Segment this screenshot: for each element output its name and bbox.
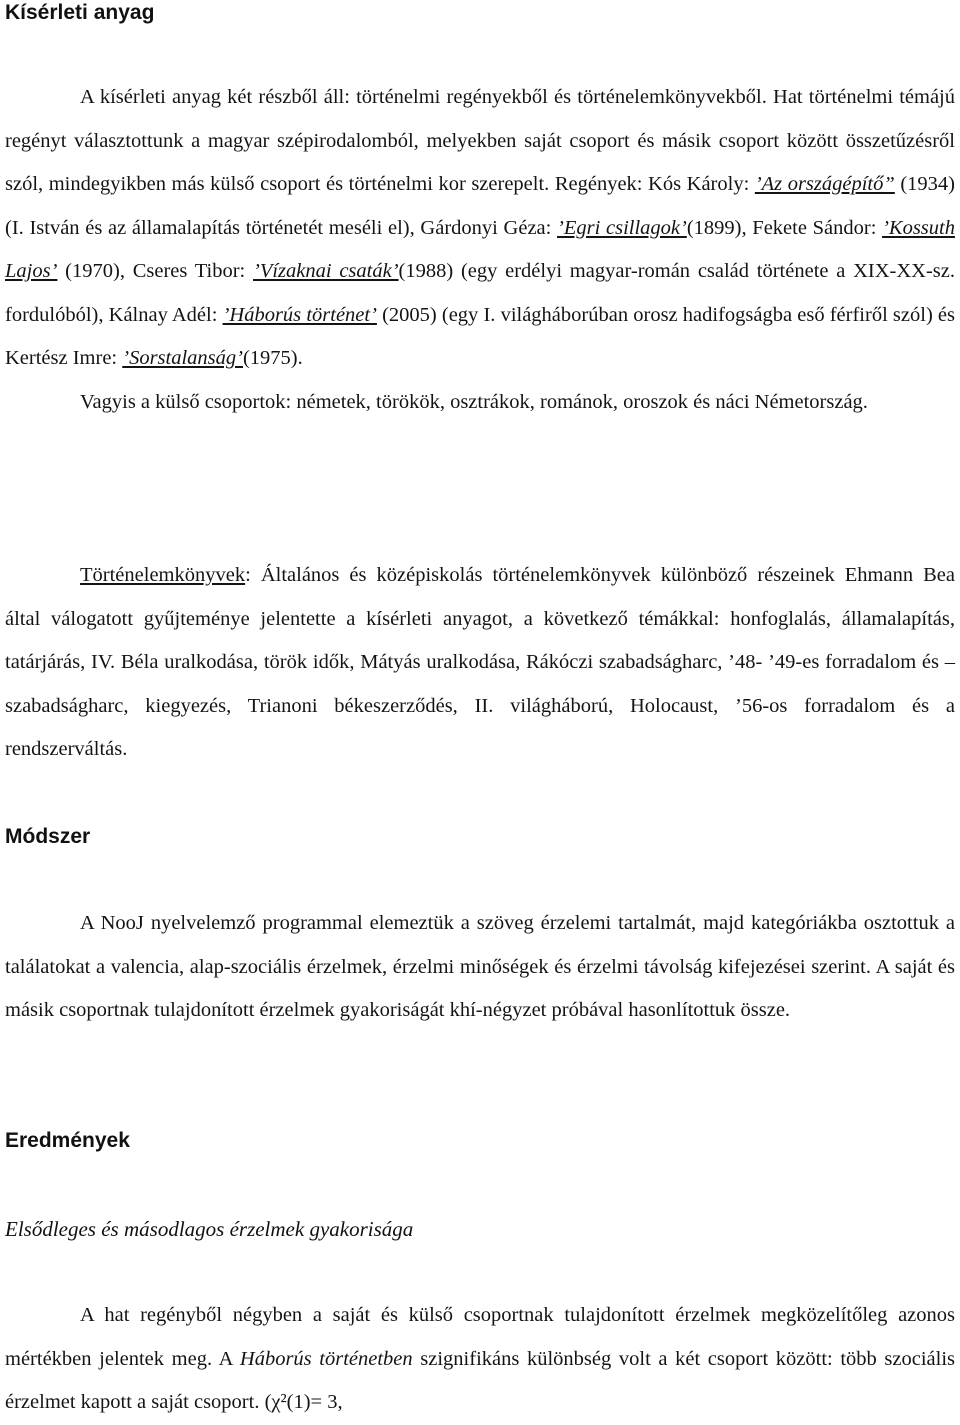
text-run: (1970), Cseres Tibor: — [57, 260, 254, 282]
paragraph-tortenelemkonyvek — [5, 554, 955, 772]
paragraph-text: A NooJ nyelvelemző programmal elemeztük a szöveg érzelemi tartalmát, majd kategóriákba osztottuk a találatokat a valencia, alap-szociális érzelmek, érzelmi minőségek és érzelmi távolság kifejezései szerint. A saját és másik csoportnak tulajdonított érzelmek gyakoriságát khí-négyzet próbával hasonlítottuk össze. — [5, 912, 955, 1021]
text-run: (2005) (egy I. világháborúban orosz hadifogságba eső férfiről szól) és Kertész Imre: — [5, 303, 956, 369]
section-heading-modszer: Módszer — [5, 825, 91, 848]
novel-title: ’Háborús történet’ — [222, 303, 377, 326]
subsection-elsodleges — [5, 1216, 955, 1242]
section-modszer — [5, 824, 955, 850]
section-heading-kiserleti-anyag: Kísérleti anyag — [5, 1, 155, 24]
text-run: (1988) (egy erdélyi magyar-román család története a XIX-XX-sz. fordulóból), Kálnay Adél: — [5, 260, 956, 326]
text-run: (1975). — [242, 347, 303, 369]
novel-title: ’Kossuth Lajos’ — [5, 216, 955, 282]
section-kiserleti-anyag — [5, 0, 955, 26]
paragraph-text — [5, 1294, 955, 1425]
novel-title: ’Egri csillagok’ — [557, 216, 687, 239]
text-run: A hat regényből négyben a saját és külső csoportnak tulajdonított érzelmek megközelítőleg azonos mértékben jelentek meg. A — [5, 1304, 955, 1370]
section-heading-eredmenyek: Eredmények — [5, 1129, 130, 1152]
paragraph-regenyek — [5, 76, 955, 424]
novel-title: ’Vízaknai csaták’ — [253, 260, 399, 282]
text-run: szignifikáns különbség volt a két csoport között: több szociális érzelmet kapott a saját csoport. (χ²(1)= 3, — [5, 1347, 956, 1413]
text-run: A kísérleti anyag két részből áll: történelmi regényekből és történelemkönyvekből. Hat történelmi témájú regényt választottunk a magyar szépirodalomból, melyekben saját csoport és másik csoport között összetűzésről szól, mindegyikben más külső csoport és történelmi kor szerepelt. Regények: Kós Károly: — [5, 86, 955, 195]
section-eredmenyek — [5, 1128, 955, 1154]
novel-title: ’Az országépítő” — [754, 173, 895, 195]
text-run: (1899), Fekete Sándor: — [686, 216, 883, 239]
paragraph-kulso-csoportok: Vagyis a külső csoportok: németek, törökök, osztrákok, románok, oroszok és náci Németország. — [80, 390, 868, 413]
paragraph-text — [5, 76, 955, 381]
paragraph-text — [5, 554, 955, 772]
novel-title: ’Sorstalanság’ — [122, 347, 243, 369]
paragraph-modszer — [5, 902, 955, 1033]
subsection-heading: Elsődleges és másodlagos érzelmek gyakorisága — [5, 1217, 414, 1241]
italic-title: Háborús történetben — [239, 1347, 413, 1370]
paragraph-eredmenyek — [5, 1294, 955, 1425]
text-run: (1934) (I. István és az államalapítás történetét meséli el), Gárdonyi Géza: — [5, 173, 956, 239]
text-run: : Általános és középiskolás történelemkönyvek különböző részeinek Ehmann Bea által válogatott gyűjteménye jelentette a kísérleti anyagot, a következő témákkal: honfoglalás, államalapítás, tatárjárás, IV. Béla uralkodása, török idők, Mátyás uralkodása, Rákóczi szabadságharc, ’48- ’49-es forradalom és – szabadságharc, kiegyezés, Trianoni békeszerződés, II. világháború, Holocaust, ’56-os forradalom és a rendszerváltás. — [5, 564, 955, 760]
underlined-label: Történelemkönyvek — [80, 564, 246, 586]
